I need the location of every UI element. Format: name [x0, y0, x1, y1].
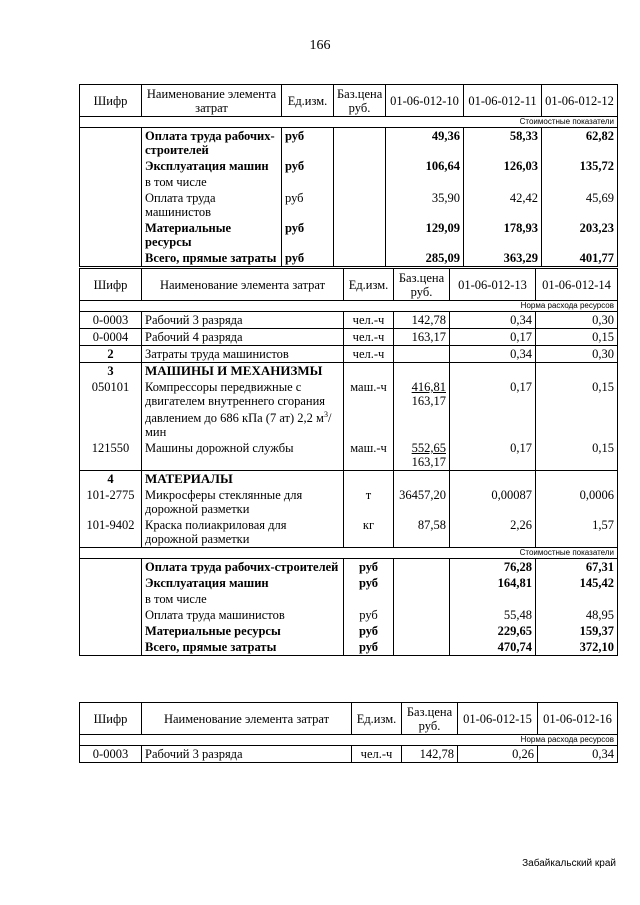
cost-table-1 — [79, 84, 618, 267]
row-name: Микросферы стеклянные для дорожной разметки — [142, 487, 344, 517]
row-value: 0,34 — [450, 346, 536, 363]
row-name: Эксплуатация машин — [142, 158, 282, 174]
row-value: 0,17 — [450, 329, 536, 346]
row-name: Рабочий 3 разряда — [142, 312, 344, 329]
row-unit: руб — [344, 575, 394, 591]
row-name: Эксплуатация машин — [142, 575, 344, 591]
row-price: 163,17 — [394, 329, 450, 346]
section-title: МАТЕРИАЛЫ — [142, 471, 344, 488]
row-name: Оплата труда машинистов — [142, 190, 282, 220]
row-code: 0-0004 — [80, 329, 142, 346]
subheader-row — [80, 735, 618, 746]
header-col-1: 01-06-012-10 — [386, 85, 464, 117]
row-name: Материальные ресурсы — [142, 220, 282, 250]
row-value: 203,23 — [542, 220, 618, 250]
section-row — [80, 363, 618, 380]
row-value: 401,77 — [542, 250, 618, 267]
row-value: 55,48 — [450, 607, 536, 623]
subheader-label: Норма расхода ресурсов — [80, 301, 618, 312]
row-name: Оплата труда рабочих-строителей — [142, 559, 344, 576]
row-value: 126,03 — [464, 158, 542, 174]
row-unit: руб — [282, 128, 334, 159]
row-unit: руб — [282, 250, 334, 267]
row-price: 416,81 163,17 — [394, 379, 450, 440]
row-code: 2 — [80, 346, 142, 363]
header-col-2: 01-06-012-11 — [464, 85, 542, 117]
row-value: 0,26 — [458, 746, 538, 763]
subheader-label: Стоимостные показатели — [80, 548, 618, 559]
row-value: 0,17 — [450, 379, 536, 440]
header-col-2: 01-06-012-16 — [538, 703, 618, 735]
row-name: в том числе — [142, 591, 344, 607]
row-price: 552,65 163,17 — [394, 440, 450, 471]
row-value: 62,82 — [542, 128, 618, 159]
row-name: Машины дорожной службы — [142, 440, 344, 471]
row-code: 101-9402 — [80, 517, 142, 548]
row-value: 0,17 — [450, 440, 536, 471]
header-name: Наименование элемента затрат — [142, 269, 344, 301]
row-value: 0,15 — [536, 329, 618, 346]
row-name: Оплата труда рабочих-строителей — [142, 128, 282, 159]
row-value: 49,36 — [386, 128, 464, 159]
resource-table-2 — [79, 268, 618, 656]
row-value: 58,33 — [464, 128, 542, 159]
row-price: 87,58 — [394, 517, 450, 548]
row-value: 372,10 — [536, 639, 618, 656]
table-row — [80, 329, 618, 346]
subheader-row — [80, 548, 618, 559]
row-unit: руб — [282, 190, 334, 220]
header-name: Наименование элемента затрат — [142, 703, 352, 735]
header-unit: Ед.изм. — [282, 85, 334, 117]
row-code: 3 — [80, 363, 142, 380]
header-price: Баз.цена руб. — [402, 703, 458, 735]
table-row — [80, 591, 618, 607]
row-value: 135,72 — [542, 158, 618, 174]
row-value: 1,57 — [536, 517, 618, 548]
row-value: 0,00087 — [450, 487, 536, 517]
row-value: 164,81 — [450, 575, 536, 591]
row-unit: руб — [344, 639, 394, 656]
table-row — [80, 158, 618, 174]
header-col-1: 01-06-012-15 — [458, 703, 538, 735]
row-value: 0,34 — [538, 746, 618, 763]
row-code: 101-2775 — [80, 487, 142, 517]
table-row — [80, 190, 618, 220]
row-code: 121550 — [80, 440, 142, 471]
subheader-row — [80, 117, 618, 128]
row-unit: маш.-ч — [344, 440, 394, 471]
row-value: 67,31 — [536, 559, 618, 576]
row-unit: чел.-ч — [344, 329, 394, 346]
table-row — [80, 746, 618, 763]
row-price: 36457,20 — [394, 487, 450, 517]
header-code: Шифр — [80, 269, 142, 301]
header-row — [80, 85, 618, 117]
row-value: 0,34 — [450, 312, 536, 329]
row-value: 178,93 — [464, 220, 542, 250]
table-row — [80, 487, 618, 517]
row-value: 48,95 — [536, 607, 618, 623]
header-price: Баз.цена руб. — [334, 85, 386, 117]
row-unit: руб — [282, 158, 334, 174]
row-value: 106,64 — [386, 158, 464, 174]
row-code: 0-0003 — [80, 746, 142, 763]
row-price: 142,78 — [394, 312, 450, 329]
section-row — [80, 471, 618, 488]
row-value: 229,65 — [450, 623, 536, 639]
row-name: Рабочий 3 разряда — [142, 746, 352, 763]
row-price: 142,78 — [402, 746, 458, 763]
row-name: Всего, прямые затраты — [142, 250, 282, 267]
header-price: Баз.цена руб. — [394, 269, 450, 301]
subheader-row — [80, 301, 618, 312]
row-unit: маш.-ч — [344, 379, 394, 440]
row-value: 470,74 — [450, 639, 536, 656]
header-col-2: 01-06-012-14 — [536, 269, 618, 301]
table-row — [80, 312, 618, 329]
row-code: 0-0003 — [80, 312, 142, 329]
row-unit: кг — [344, 517, 394, 548]
table-row — [80, 607, 618, 623]
row-unit: руб — [344, 607, 394, 623]
row-unit: руб — [344, 559, 394, 576]
table-row — [80, 575, 618, 591]
table-row — [80, 128, 618, 159]
table-row — [80, 346, 618, 363]
row-unit: руб — [282, 220, 334, 250]
row-value: 0,0006 — [536, 487, 618, 517]
header-name: Наименование элемента затрат — [142, 85, 282, 117]
table-row — [80, 440, 618, 471]
table-row — [80, 623, 618, 639]
header-row — [80, 269, 618, 301]
header-unit: Ед.изм. — [352, 703, 402, 735]
table-row — [80, 250, 618, 267]
header-col-3: 01-06-012-12 — [542, 85, 618, 117]
header-row — [80, 703, 618, 735]
row-value: 42,42 — [464, 190, 542, 220]
header-code: Шифр — [80, 703, 142, 735]
section-title: МАШИНЫ И МЕХАНИЗМЫ — [142, 363, 344, 380]
row-value: 0,15 — [536, 379, 618, 440]
row-value: 76,28 — [450, 559, 536, 576]
subheader-label: Норма расхода ресурсов — [80, 735, 618, 746]
row-name: Оплата труда машинистов — [142, 607, 344, 623]
page-number: 166 — [309, 38, 331, 53]
header-col-1: 01-06-012-13 — [450, 269, 536, 301]
header-code: Шифр — [80, 85, 142, 117]
resource-table-3 — [79, 702, 618, 763]
row-code: 4 — [80, 471, 142, 488]
row-value: 0,30 — [536, 346, 618, 363]
table-row — [80, 559, 618, 576]
row-code: 050101 — [80, 379, 142, 440]
row-value: 159,37 — [536, 623, 618, 639]
row-value: 2,26 — [450, 517, 536, 548]
row-unit: чел.-ч — [352, 746, 402, 763]
table-row — [80, 174, 618, 190]
subheader-label: Стоимостные показатели — [80, 117, 618, 128]
row-value: 0,15 — [536, 440, 618, 471]
row-value: 0,30 — [536, 312, 618, 329]
row-name: Рабочий 4 разряда — [142, 329, 344, 346]
row-name: Всего, прямые затраты — [142, 639, 344, 656]
row-value: 129,09 — [386, 220, 464, 250]
row-unit: чел.-ч — [344, 346, 394, 363]
region-footer: Забайкальский край — [522, 858, 616, 869]
table-row — [80, 517, 618, 548]
header-unit: Ед.изм. — [344, 269, 394, 301]
row-value: 145,42 — [536, 575, 618, 591]
row-unit: чел.-ч — [344, 312, 394, 329]
row-name: Компрессоры передвижные с двигателем внутреннего сгорания давлением до 686 кПа (7 ат) 2,2 $м^3$/мин — [142, 379, 344, 440]
row-value: 35,90 — [386, 190, 464, 220]
table-row — [80, 639, 618, 656]
row-value: 285,09 — [386, 250, 464, 267]
table-row — [80, 379, 618, 440]
table-row — [80, 220, 618, 250]
row-name: Материальные ресурсы — [142, 623, 344, 639]
row-value: 363,29 — [464, 250, 542, 267]
row-value: 45,69 — [542, 190, 618, 220]
row-name: в том числе — [142, 174, 282, 190]
row-name: Затраты труда машинистов — [142, 346, 344, 363]
row-name: Краска полиакриловая для дорожной разметки — [142, 517, 344, 548]
row-unit: т — [344, 487, 394, 517]
row-unit: руб — [344, 623, 394, 639]
